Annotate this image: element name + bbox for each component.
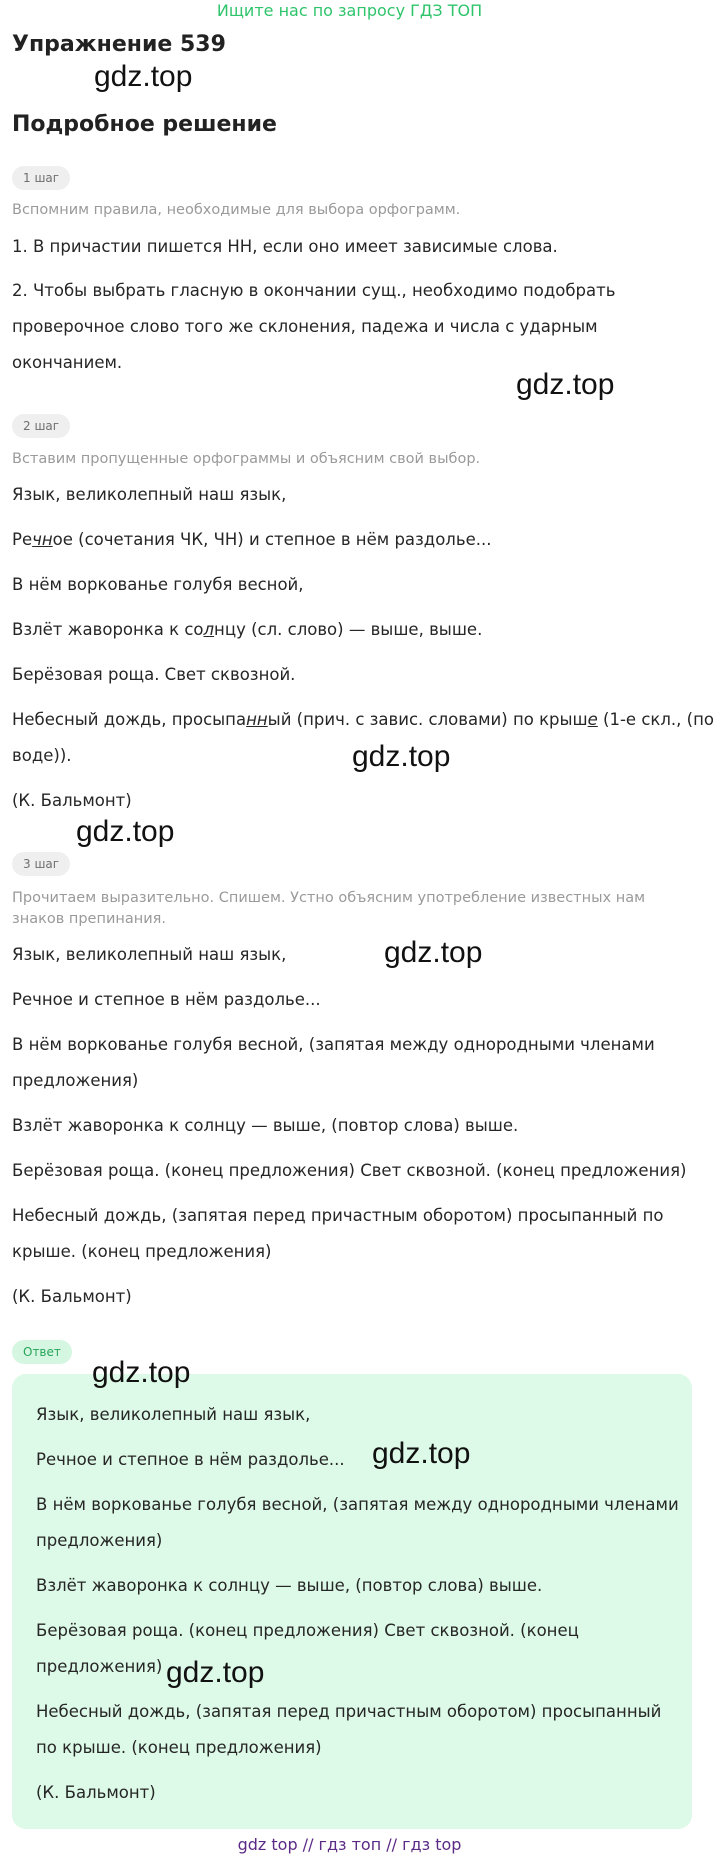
step-3-line-1: Язык, великолепный наш язык, <box>12 945 287 964</box>
step-2-line-3: В нём воркованье голубя весной, <box>12 575 304 594</box>
step-1-line-2: 2. Чтобы выбрать гласную в окончании сущ., необходимо подобрать <box>12 281 616 300</box>
answer-line-5: Взлёт жаворонка к солнцу — выше, (повтор слова) выше. <box>36 1576 543 1595</box>
watermark: gdz.top <box>94 60 193 93</box>
line-part: Небесный дождь, просыпа <box>12 710 247 729</box>
orthogram-nn: нн <box>246 710 268 729</box>
orthogram-chn: чн <box>32 530 53 549</box>
step-2-line-7: воде)). <box>12 746 72 765</box>
watermark: gdz.top <box>372 1437 471 1470</box>
line-part: ое (сочетания ЧК, ЧН) и степное в нём раздолье... <box>52 530 492 549</box>
watermark: gdz.top <box>352 740 451 773</box>
watermark: gdz.top <box>92 1356 191 1389</box>
step-2-line-5: Берёзовая роща. Свет сквозной. <box>12 665 296 684</box>
orthogram-l: л <box>203 620 215 639</box>
watermark: gdz.top <box>384 936 483 969</box>
answer-line-3: В нём воркованье голубя весной, (запятая между однородными членами <box>36 1495 679 1514</box>
step-3-line-4: предложения) <box>12 1071 139 1090</box>
watermark: gdz.top <box>76 815 175 848</box>
step-3-line-6: Берёзовая роща. (конец предложения) Свет сквозной. (конец предложения) <box>12 1161 687 1180</box>
step-1-badge: 1 шаг <box>12 166 70 190</box>
watermark: gdz.top <box>516 368 615 401</box>
step-3-author: (К. Бальмонт) <box>12 1287 132 1306</box>
section-title: Подробное решение <box>12 112 277 137</box>
step-2-line-6 <box>12 702 714 738</box>
step-2-line-4 <box>12 612 702 648</box>
step-2-hint: Вставим пропущенные орфограммы и объясним свой выбор. <box>12 451 481 467</box>
search-banner: Ищите нас по запросу ГДЗ ТОП <box>216 1 483 20</box>
line-part: нцу (сл. слово) — выше, выше. <box>214 620 483 639</box>
answer-line-6: Берёзовая роща. (конец предложения) Свет сквозной. (конец <box>36 1621 579 1640</box>
step-1-line-1: 1. В причастии пишется НН, если оно имеет зависимые слова. <box>12 237 558 256</box>
step-3-badge: 3 шаг <box>12 852 70 876</box>
footer-links[interactable]: gdz top // гдз топ // гдз top <box>237 1835 462 1854</box>
page-title: Упражнение 539 <box>12 32 226 57</box>
step-1-line-3: проверочное слово того же склонения, падежа и числа с ударным <box>12 317 598 336</box>
watermark: gdz.top <box>166 1656 265 1689</box>
step-3-line-8: крыше. (конец предложения) <box>12 1242 272 1261</box>
step-1-hint: Вспомним правила, необходимые для выбора орфограмм. <box>12 202 461 218</box>
answer-line-4: предложения) <box>36 1531 163 1550</box>
answer-line-1: Язык, великолепный наш язык, <box>36 1405 311 1424</box>
step-3-line-5: Взлёт жаворонка к солнцу — выше, (повтор слова) выше. <box>12 1116 519 1135</box>
line-part: Ре <box>12 530 33 549</box>
step-3-line-3: В нём воркованье голубя весной, (запятая между однородными членами <box>12 1035 655 1054</box>
step-3-line-7: Небесный дождь, (запятая перед причастным оборотом) просыпанный по <box>12 1206 664 1225</box>
step-2-line-1: Язык, великолепный наш язык, <box>12 485 287 504</box>
line-part: Взлёт жаворонка к со <box>12 620 204 639</box>
step-2-badge: 2 шаг <box>12 414 70 438</box>
answer-line-7: предложения) <box>36 1657 163 1676</box>
step-1-line-4: окончанием. <box>12 353 123 372</box>
line-part: ый (прич. с завис. словами) по крыш <box>267 710 588 729</box>
step-3-line-2: Речное и степное в нём раздолье... <box>12 990 321 1009</box>
step-3-hint-2: знаков препинания. <box>12 911 166 927</box>
answer-line-2: Речное и степное в нём раздолье... <box>36 1450 345 1469</box>
line-part: (1-е скл., (по <box>597 710 714 729</box>
step-3-hint-1: Прочитаем выразительно. Спишем. Устно объясним употребление известных нам <box>12 890 646 906</box>
step-2-line-2 <box>12 522 702 558</box>
orthogram-e: е <box>587 710 598 729</box>
answer-line-9: по крыше. (конец предложения) <box>36 1738 322 1757</box>
answer-line-8: Небесный дождь, (запятая перед причастным оборотом) просыпанный <box>36 1702 662 1721</box>
step-2-author: (К. Бальмонт) <box>12 791 132 810</box>
answer-author: (К. Бальмонт) <box>36 1783 156 1802</box>
answer-badge: Ответ <box>12 1340 72 1364</box>
